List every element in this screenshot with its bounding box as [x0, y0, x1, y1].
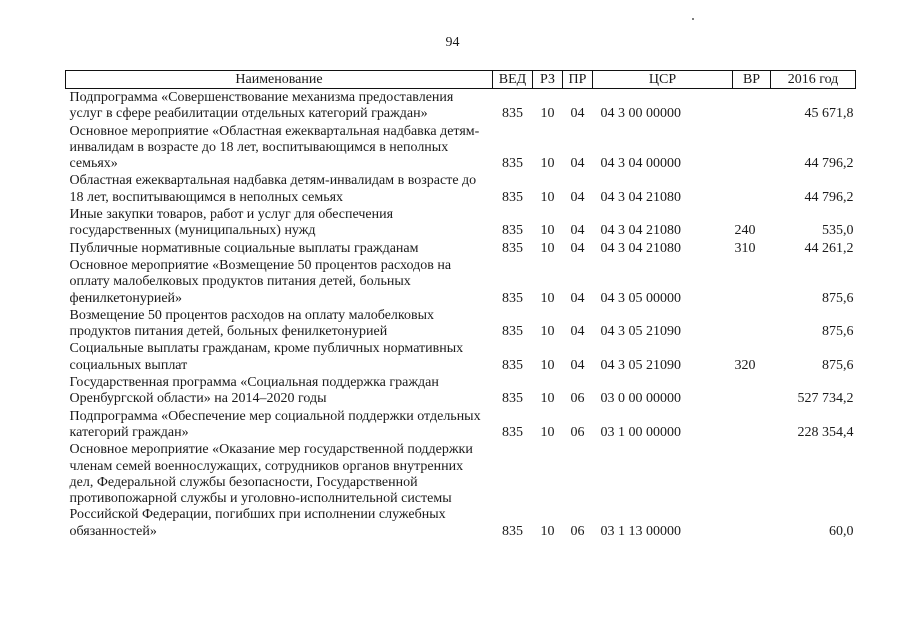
row-pr: 04	[570, 156, 585, 172]
row-csr: 03 1 00 00000	[600, 424, 681, 440]
row-name: Подпрограмма «Совершенствование механизма предоставления услуг в сфере реабилитации отдельных категорий граждан»	[69, 90, 454, 122]
header-year: 2016 год	[771, 71, 856, 89]
row-csr: 04 3 04 21080	[600, 240, 681, 256]
row-pr: 06	[570, 391, 585, 407]
row-vr	[733, 307, 771, 341]
row-name: Возмещение 50 процентов расходов на оплату малобелковых продуктов питания детей, больных фенилкетонурией	[69, 307, 435, 340]
header-vr: ВР	[733, 71, 771, 89]
budget-table	[65, 70, 856, 540]
row-pr: 04	[570, 189, 585, 205]
row-rz: 10	[540, 156, 555, 172]
row-csr: 04 3 05 21090	[600, 324, 681, 340]
row-rz: 10	[540, 223, 555, 239]
table-header-row	[66, 71, 856, 89]
row-vr	[733, 441, 771, 540]
row-csr: 03 0 00 00000	[600, 391, 681, 407]
row-rz: 10	[540, 424, 555, 440]
row-csr: 04 3 04 21080	[600, 223, 681, 239]
table-row	[66, 123, 856, 173]
row-vr: 310	[734, 240, 756, 256]
table-row	[66, 240, 856, 257]
table-body	[66, 89, 856, 541]
row-ved: 835	[502, 240, 523, 256]
row-pr: 04	[570, 290, 585, 306]
row-amount: 875,6	[822, 357, 854, 373]
row-name: Государственная программа «Социальная поддержка граждан Оренбургской области» на 2014–2020 годы	[69, 375, 439, 407]
row-amount: 44 796,2	[804, 189, 854, 205]
row-csr: 04 3 04 21080	[600, 189, 681, 205]
row-name: Основное мероприятие «Областная ежеквартальная надбавка детям-инвалидам в возрасте до 18 лет, воспитывающимся в неполных семьях»	[69, 123, 480, 172]
table-row	[66, 206, 856, 240]
row-pr: 06	[570, 523, 585, 539]
row-ved: 835	[502, 156, 523, 172]
page-number: 94	[445, 35, 460, 50]
row-vr: 320	[734, 357, 756, 373]
row-ved: 835	[502, 424, 523, 440]
row-rz: 10	[540, 324, 555, 340]
row-vr	[733, 374, 771, 408]
row-amount: 535,0	[822, 223, 854, 239]
row-ved: 835	[502, 223, 523, 239]
row-csr: 04 3 05 21090	[600, 357, 681, 373]
row-amount: 228 354,4	[797, 424, 854, 440]
row-vr	[733, 257, 771, 307]
row-rz: 10	[540, 290, 555, 306]
header-pr: ПР	[563, 71, 593, 89]
row-rz: 10	[540, 357, 555, 373]
row-ved: 835	[502, 391, 523, 407]
row-vr	[733, 123, 771, 173]
row-rz: 10	[540, 189, 555, 205]
row-ved: 835	[502, 189, 523, 205]
row-ved: 835	[502, 324, 523, 340]
row-ved: 835	[502, 290, 523, 306]
table-row	[66, 340, 856, 374]
table-row	[66, 257, 856, 307]
row-csr: 03 1 13 00000	[600, 523, 681, 539]
row-csr: 04 3 00 00000	[600, 106, 681, 122]
row-name: Иные закупки товаров, работ и услуг для обеспечения государственных (муниципальных) нужд	[69, 207, 394, 239]
row-csr: 04 3 04 00000	[600, 156, 681, 172]
row-name: Подпрограмма «Обеспечение мер социальной поддержки отдельных категорий граждан»	[69, 408, 481, 440]
row-name: Социальные выплаты гражданам, кроме публичных нормативных социальных выплат	[69, 341, 464, 373]
header-csr: ЦСР	[593, 71, 733, 89]
row-amount: 875,6	[822, 324, 854, 340]
row-amount: 527 734,2	[797, 391, 854, 407]
row-name: Основное мероприятие «Оказание мер государственной поддержки членам семей военнослужащих, сотрудников органов внутренних дел, Федеральной службы безопасности, Государственной противопожарной службы и уголовно-исполнительной системы Российской Федерации, погибших при исполнении служебных обязанностей»	[69, 442, 473, 539]
row-pr: 04	[570, 106, 585, 122]
row-pr: 04	[570, 240, 585, 256]
table-row	[66, 408, 856, 442]
table-row	[66, 172, 856, 206]
stray-dot	[692, 18, 694, 20]
row-ved: 835	[502, 106, 523, 122]
header-rz: РЗ	[533, 71, 563, 89]
row-ved: 835	[502, 357, 523, 373]
row-amount: 45 671,8	[804, 106, 854, 122]
row-name: Основное мероприятие «Возмещение 50 процентов расходов на оплату малобелковых продуктов питания детей, больных фенилкетонурией»	[69, 257, 452, 306]
row-rz: 10	[540, 240, 555, 256]
row-pr: 04	[570, 324, 585, 340]
header-ved: ВЕД	[493, 71, 533, 89]
row-amount: 875,6	[822, 290, 854, 306]
row-vr: 240	[734, 223, 756, 239]
table-row	[66, 441, 856, 540]
row-amount: 60,0	[829, 523, 854, 539]
row-pr: 06	[570, 424, 585, 440]
row-pr: 04	[570, 357, 585, 373]
row-ved: 835	[502, 523, 523, 539]
row-amount: 44 261,2	[804, 240, 854, 256]
table-row	[66, 89, 856, 123]
row-rz: 10	[540, 523, 555, 539]
row-name: Областная ежеквартальная надбавка детям-инвалидам в возрасте до 18 лет, воспитывающимся в неполных семьях	[69, 173, 477, 205]
table-row	[66, 307, 856, 341]
row-rz: 10	[540, 391, 555, 407]
row-amount: 44 796,2	[804, 156, 854, 172]
row-vr	[733, 408, 771, 442]
row-rz: 10	[540, 106, 555, 122]
row-name: Публичные нормативные социальные выплаты гражданам	[69, 240, 419, 256]
table-row	[66, 374, 856, 408]
header-name: Наименование	[66, 71, 493, 89]
row-vr	[733, 89, 771, 123]
row-pr: 04	[570, 223, 585, 239]
row-vr	[733, 172, 771, 206]
row-csr: 04 3 05 00000	[600, 290, 681, 306]
